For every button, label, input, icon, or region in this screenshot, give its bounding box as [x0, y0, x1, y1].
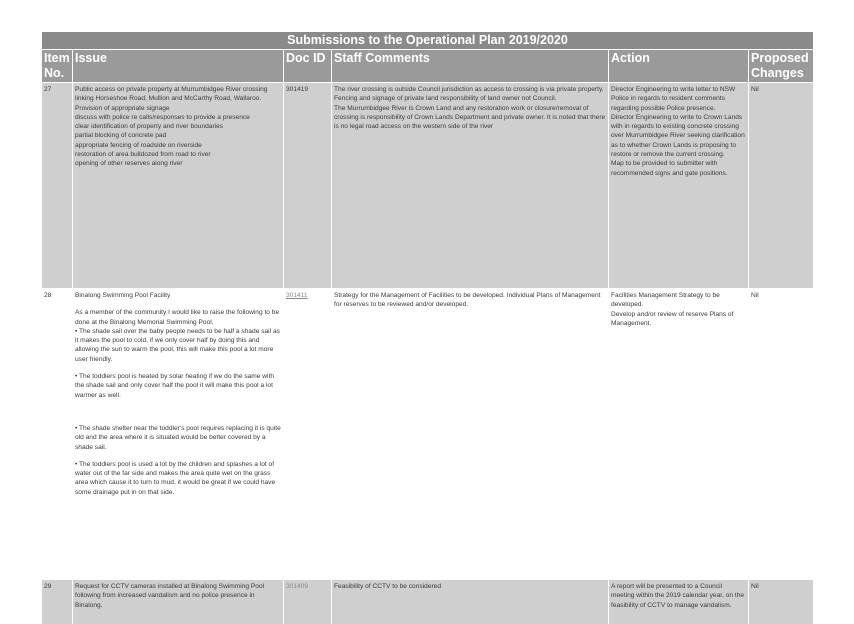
header-proposed-changes: Proposed Changes [751, 51, 809, 80]
issue-text: Provision of appropriate signage [75, 104, 170, 112]
table-title: Submissions to the Operational Plan 2019/2020 [42, 32, 813, 49]
action-text: Develop and/or review of reserve Plans of Management. [611, 310, 734, 327]
issue-text: clear identification of property and river boundaries [75, 123, 224, 131]
issue-text: partial blocking of concrete pad [75, 132, 167, 140]
staff-comments-cell [332, 580, 609, 624]
action-cell [609, 580, 749, 624]
submissions-table [42, 32, 813, 624]
staff-text: Fencing and signage of private land responsibility of land owner not Council. [334, 95, 557, 103]
header-staff-comments: Staff Comments [332, 50, 609, 82]
action-text: Facilities Management Strategy to be developed. [611, 292, 720, 309]
staff-text: The river crossing is outside Council jurisdiction as access to crossing is via private property. [334, 86, 604, 93]
action-text: Map to be provided to submitter with recommended signs and gate positions. [611, 160, 728, 177]
action-cell [609, 289, 749, 578]
doc-id-cell: 301419 [284, 83, 332, 288]
action-text: Director Engineering to write letter to NSW Police in regards to resident comments regarding possible Police presence. [611, 86, 736, 112]
table-header-row [42, 50, 813, 82]
issue-text: As a member of the community I would like to raise the following to be done at the Binalong Memorial Swimming Pool. [75, 309, 280, 326]
issue-text: discuss with police re calls/responses to provide a presence [75, 113, 250, 121]
item-no-cell: 28 [42, 289, 73, 578]
proposed-changes-cell: Nil [749, 83, 813, 288]
doc-id-text: 301409 [286, 583, 309, 590]
action-text: A report will be presented to a Council meeting within the 2019 calendar year, on the feasibility of CCTV to manage vandalism. [611, 583, 745, 609]
doc-id-link[interactable]: 301411 [286, 292, 308, 299]
item-no-cell: 27 [42, 83, 73, 288]
issue-cell [73, 289, 284, 578]
issue-text: • The shade shelter near the toddler's pool requires replacing it is quite old and the area where it is situated would be better covered by a shade sail. [75, 424, 281, 451]
doc-id-cell [284, 580, 332, 624]
header-doc-id: Doc ID [284, 50, 332, 82]
issue-text: restoration of area bulldozed from road to river [75, 151, 211, 159]
proposed-changes-cell: Nil [749, 289, 813, 578]
issue-text: Request for CCTV cameras installed at Binalong Swimming Pool following from increased vandalism and no police presence in Binalong. [75, 583, 265, 609]
issue-cell [73, 580, 284, 624]
doc-id-cell [284, 289, 332, 578]
issue-text: • The shade sail over the baby people needs to be half a shade sail as it makes the pool to cold, if we only cover half by doing this and allowing the sun to warm the pool, this will make this pool a lot more user friendly. [75, 327, 280, 363]
issue-text: Binalong Swimming Pool Facility [75, 292, 171, 299]
issue-text: opening of other reserves along river [75, 160, 183, 168]
staff-text: Feasibility of CCTV to be considered [334, 583, 442, 590]
table-row [42, 580, 813, 624]
staff-text: Strategy for the Management of Facilities to be developed. Individual Plans of Management for reserves to be reviewed and/or developed. [334, 292, 601, 309]
table-row [42, 83, 813, 288]
issue-text: • The toddlers pool is heated by solar heating if we do the same with the shade sail and only cover half the pool it will make this pool a lot warmer as well. [75, 373, 275, 399]
proposed-changes-cell: Nil [749, 580, 813, 624]
action-text: Director Engineering to write to Crown Lands with in regards to existing concrete crossing over Murrumbidgee River seeking clarification as to whether Crown Lands is proposing to restore or remove the current crossing. [611, 113, 745, 159]
header-action: Action [609, 50, 749, 82]
header-issue: Issue [73, 50, 284, 82]
item-no-cell: 29 [42, 580, 73, 624]
issue-cell [73, 83, 284, 288]
issue-text: • The toddlers pool is used a lot by the children and splashes a lot of water out of the far side and makes the area quite wet on the grass area which cause it to turn to mud, it would be great if we could have some drainage put in on that side. [75, 460, 276, 496]
staff-comments-cell [332, 289, 609, 578]
table-row [42, 289, 813, 578]
staff-comments-cell [332, 83, 609, 288]
staff-text: The Murrumbidgee River is Crown Land and any restoration work or closure/removal of crossing is responsibility of Crown Lands Department and private owner. It is noted that there is no legal road access on the western side of the river [334, 104, 606, 131]
issue-text: Public access on private property at Murrumbidgee River crossing linking Horseshoe Road, Mullion and McCarthy Road, Wallaroo. [75, 86, 268, 103]
issue-text: appropriate fencing of roadside on riverside [75, 141, 202, 149]
header-item-no: Item No. [42, 50, 73, 82]
action-cell [609, 83, 749, 288]
